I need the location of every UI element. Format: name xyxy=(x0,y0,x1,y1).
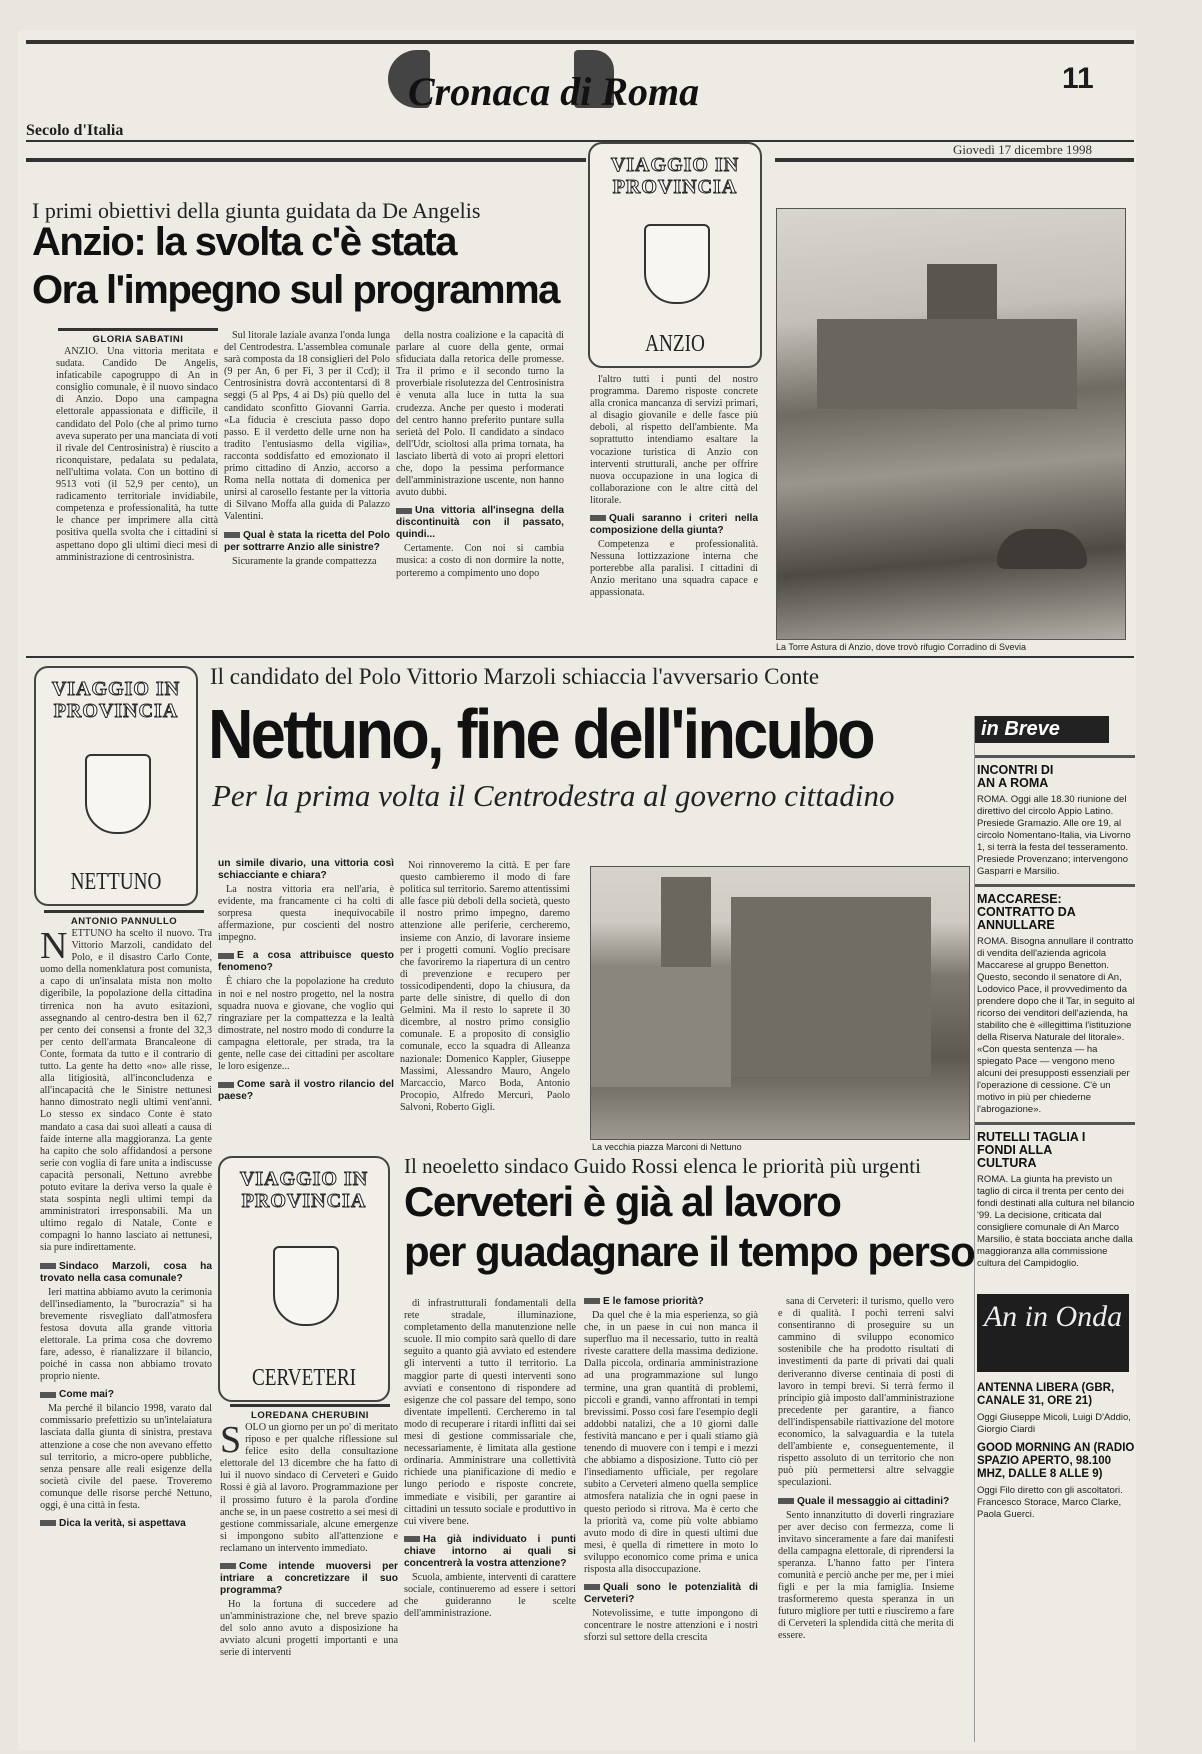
anzio-question-1: Qual è stata la ricetta del Polo per sottrarre Anzio alle sinistre? xyxy=(224,529,390,553)
cerveteri-question-1: Come intende muoversi per intriare a concretizzare il suo programma? xyxy=(220,1561,398,1597)
anzio-badge xyxy=(588,142,762,368)
anzio-photo xyxy=(776,208,1126,640)
cerveteri-kicker: Il neoeletto sindaco Guido Rossi elenca le priorità più urgenti xyxy=(404,1154,921,1178)
cerveteri-crest-icon xyxy=(273,1246,339,1326)
cerveteri-col-4-text: sana di Cerveteri: il turismo, quello vero e di qualità. I pochi terreni salvi consentiranno di proseguire su un cammino di sviluppo economico sostenibile che ha prodotto risultati di investimenti da parte di privati dai quali deriveranno diverse centinaia di posti di lavoro in tempi brevi. Si terrà fermo il principio già imposto dall'amministrazione precedente per garantire, a fianco dell'indispensabile riattivazione del motore economico, la salvaguardia e la tutela dell'ambiente e, conseguentemente, il rispetto assoluto di un territorio che non può più permettersi altre selvaggie speculazioni. xyxy=(778,1296,954,1489)
section-divider-1 xyxy=(26,656,1134,658)
radio-item-2-text: Oggi Filo diretto con gli ascoltatori. Francesco Storace, Marco Clarke, Paola Guerci. xyxy=(977,1485,1123,1520)
cerveteri-col-1-text: OLO un giorno per un po' di meritato riposo e per qualche riflessione sul felice esito della consultazione elettorale del 13 dicembre che ha fatto di lui il nuovo sindaco di Cerveteri e Guido Rossi è già al lavoro. Programmazione per il prossimo futuro è la parola d'ordine anche se, in un paese costretto a sei mesi di gestione commissariale, alcune emergenze si impongono subito all'attenzione e reclamano un intervento immediato. xyxy=(220,1422,398,1554)
section-title-text: Cronaca di Roma xyxy=(408,69,700,114)
masthead-top-rule xyxy=(26,40,1134,44)
badge-label: VIAGGIO IN PROVINCIA xyxy=(610,154,740,198)
nettuno-photo xyxy=(590,866,970,1140)
an-in-onda-logo: An in Onda xyxy=(977,1294,1129,1372)
inbreve-item-3 xyxy=(977,1131,1135,1270)
inbreve-item-2 xyxy=(977,893,1135,1116)
anzio-headline-1: Anzio: la svolta c'è stata xyxy=(32,220,456,264)
anzio-col-4-text: l'altro tutti i punti del nostro programma. Daremo risposte concrete alla cronica mancanza di servizi primari, al disagio giovanile e delle fasce più deboli, al rispetto dell'ambiente. Ma soprattutto intendiamo esaltare la vocazione turistica di Anzio con interventi strutturali, anche per offrire nuova occupazione in una logica di collaborazione con le altre città del litorale. xyxy=(590,374,758,506)
anzio-badge-town: ANZIO xyxy=(645,331,705,357)
anzio-question-3: Quali saranno i criteri nella composizione della giunta? xyxy=(590,513,758,537)
nettuno-col-2 xyxy=(218,858,394,1148)
anzio-col-1-text: ANZIO. Una vittoria meritata e sudata. Candido De Angelis, infaticabile capogruppo di An in consiglio comunale, è il nuovo sindaco di Anzio. Dopo una campagna elettorale appassionata e difficile, il candidato del Polo (che al primo turno aveva superato per una manciata di voti il rivale del Centrosinistra) è riuscito a riconquistare, pedalata su pedalata, nell'ultima volata. Con un bottino di 9513 voti (il 52,9 per cento), un radicamento territoriale invidiabile, competenza e professionalità, ha tutte le chance per imprimere alla città positiva quella svolta che i cittadini si aspettano dopo gli ultimi dieci mesi di amministrazione di centrosinistra. xyxy=(56,346,218,563)
nettuno-headline: Nettuno, fine dell'incubo xyxy=(208,695,873,773)
radio-item-2 xyxy=(977,1442,1135,1521)
radio-item-2-heading: GOOD MORNING AN (RADIO SPAZIO APERTO, 98.100 MHZ, DALLE 8 ALLE 9) xyxy=(977,1442,1135,1480)
nettuno-question-1: Sindaco Marzoli, cosa ha trovato nella casa comunale? xyxy=(40,1260,212,1284)
nettuno-col-1 xyxy=(40,928,212,1738)
nettuno-deck: Per la prima volta il Centrodestra al governo cittadino xyxy=(212,778,895,813)
anzio-col-2-text: Sul litorale laziale avanza l'onda lunga del Centrodestra. L'assemblea comunale sarà composta da 18 consiglieri del Polo (9 per An, 6 per Fi, 3 per il Ccd); il Centrosinistra dovrà accontentarsi di 8 seggi (5 al Pps, 4 ai Ds) più quello del candidato sconfitto Giovanni Garria. «La fiducia è cresciuta passo dopo passo. E il verdetto delle urne non ha tradito l'entusiasmo della vigilia», racconta soddisfatto ed emozionato il primo cittadino di Anzio, accorso a Roma nella nottata di domenica per unirsi al carosello festante per la vittoria di Silvano Moffa alla guida di Palazzo Valentini. xyxy=(224,330,390,523)
anzio-col-3 xyxy=(396,330,564,654)
nettuno-question-5: Come sarà il vostro rilancio del paese? xyxy=(218,1079,394,1103)
cerveteri-answer-2: Scuola, ambiente, interventi di carattere sociale, continueremo ad essere i settori che guideranno le scelte dell'amministrazione. xyxy=(404,1571,576,1620)
cerveteri-headline-1: Cerveteri è già al lavoro xyxy=(404,1178,841,1225)
anzio-col-3-text: della nostra coalizione e la capacità di parlare al cuore della gente, ormai sfiduciata dalla retorica delle promesse. Tra il primo e il secondo turno la proverbiale risolutezza del Centrosinistra è venuta alla luce in tutta la sua crudezza. Anche per questo i moderati del centro hanno preferito puntare sulla serietà del Polo. Il candidato a sindaco dell'Udr, scioltosi alla prima tornata, ha lasciato libertà di voto ai propri elettori che, dopo la pessima performance dell'amministrazione uscente, non hanno avuto dubbi. xyxy=(396,330,564,499)
anzio-col-1 xyxy=(56,346,218,652)
inbreve-item-3-text: ROMA. La giunta ha previsto un taglio di circa il trenta per cento dei fondi destinati alla cultura nel bilancio '99. La decisione, criticata dal consigliere comunale di An Marco Marsilio, è stata bocciata anche dalla maggioranza alla commissione cultura del Campidoglio. xyxy=(977,1174,1135,1269)
inbreve-rule xyxy=(975,884,1135,887)
cerveteri-col-4 xyxy=(778,1296,954,1738)
cerveteri-col-3 xyxy=(584,1296,758,1738)
nettuno-answer-1: Ieri mattina abbiamo avuto la cerimonia dell'insediamento, la "burocrazia" si ha brevemente risvegliato dall'atmosfera festosa dovuta alla grande vittoria elettorale. La prima cosa che dovremo fare, adesso, è rianalizzare il bilancio, poiché in cassa non abbiamo trovato proprio niente. xyxy=(40,1286,212,1383)
cerveteri-byline: LOREDANA CHERUBINI xyxy=(230,1404,390,1421)
radio-item-1-heading: ANTENNA LIBERA (GBR, CANALE 31, ORE 21) xyxy=(977,1382,1115,1407)
cerveteri-question-5: Quale il messaggio ai cittadini? xyxy=(778,1496,954,1508)
nettuno-kicker: Il candidato del Polo Vittorio Marzoli schiaccia l'avversario Conte xyxy=(210,664,820,689)
nettuno-col-3-text: Noi rinnoveremo la città. E per fare questo cambieremo il modo di fare politica sul territorio. Saremo attentissimi alle fasce più deboli della società, questo il nostro primo impegno, daremo attenzione alle periferie, cercheremo, insieme con Anzio, di lavorare insieme per i progetti comuni. Voglio precisare che favoriremo la riapertura di un centro di prevenzione e recupero per tossicodipendenti, dopo la chiusura, da parte delle sinistre, di quello di don Gelmini. Ma il resto lo saprete il 30 dicembre, al nostro primo consiglio comunale. E a proposito di consiglio comunale, ecco la squadra di Alleanza nazionale: Domenico Kappler, Giuseppe Massimi, Alessandro Mauro, Angelo Marcaccio, Marco Boda, Antonio Procopio, Alfredo Mercuri, Paolo Salvoni, Roberto Gigli. xyxy=(400,860,570,1113)
cerveteri-dropcap: S xyxy=(220,1422,242,1461)
anzio-answer-2: Certamente. Con noi si cambia musica: a costo di non dormire la notte, porteremo a compimento uno dopo xyxy=(396,543,564,579)
anzio-kicker: I primi obiettivi della giunta guidata da De Angelis xyxy=(32,198,481,223)
anzio-headline-2: Ora l'impegno sul programma xyxy=(32,268,559,312)
nettuno-badge-town: NETTUNO xyxy=(70,869,162,895)
inbreve-rule xyxy=(975,1122,1135,1125)
anzio-col-4 xyxy=(590,374,758,654)
nettuno-col-2-text: La nostra vittoria era nell'aria, è evidente, ma francamente ci ha colti di sorpresa questa inequivocabile affermazione, pur coscienti del nostro impegno. xyxy=(218,884,394,944)
anzio-photo-caption: La Torre Astura di Anzio, dove trovò rifugio Corradino di Svevia xyxy=(776,642,1026,652)
nettuno-col-1-text: ETTUNO ha scelto il nuovo. Tra Vittorio Marzoli, candidato del Polo, e il disastro Carlo Conte, uomo della nomenklatura post comunista, a capo di un'insalata mista non molto digeribile, la popolazione della cittadina tirrenica non ha avuto esitazioni, assegnando al centro-destra ben il 62,7 per cento dei consensi a fronte del 32,3 per cento dell'armata Brancaleone di Conte, formata da tutto e il contrario di tutto. La gente ha detto «no» alle risse, alla litigiosità, all'inconcludenza e all'incapacità che le Sinistre nettunesi hanno dimostrato negli ultimi vent'anni. Lo stesso ex sindaco Conte è stato mandato a casa dai suoi alleati a causa di faide interne alla maggioranza. La gente ha capito che solo affidandosi a persone serie con voglia di fare unita a indiscusse capacità personali, Nettuno avrebbe potuto evitare la deriva verso la quale è stata sospinta negli ultimi tempi da amministratori irresponsabili. Ma un ultimo regalo di Natale, Conte e compagni lo hanno lasciato ai nettunesi, sia pure indirettamente. xyxy=(40,928,212,1254)
inbreve-item-1 xyxy=(977,764,1135,878)
inbreve-title: in Breve xyxy=(975,716,1109,743)
inbreve-item-2-text: ROMA. Bisogna annullare il contratto di vendita dell'azienda agricola Maccarese al gruppo Benetton. Questo, secondo il senatore di An, Lodovico Pace, il provvedimento da prendere dopo che il Tar, in seguito al ricorso dei venditori dell'azienda, ha stabilito che è «illegittima l'istituzione della Riserva Naturale del litorale». «Con questa sentenza — ha spiegato Pace — vengono meno alcuni dei presupposti essenziali per l'operazione di cessione. C'è un motivo in più per chiederne l'abrogazione». xyxy=(977,936,1135,1115)
nettuno-photo-caption: La vecchia piazza Marconi di Nettuno xyxy=(592,1142,742,1152)
nettuno-answer-4: È chiaro che la popolazione ha creduto in noi e nel nostro progetto, nel la nostra squadra nuova e giovane, che voglio qui ringraziare per la compattezza e la lealtà dimostrate, nel nostro modo di condurre la campagna elettorale, per strada, tra la gente, nelle case dei cittadini per ascoltare le loro esigenze... xyxy=(218,976,394,1073)
cerveteri-answer-4: Notevolissime, e tutte impongono di concentrare le nostre attenzioni e i nostri sforzi sul settore della crescita xyxy=(584,1608,758,1644)
anzio-col-2 xyxy=(224,330,390,654)
cerveteri-headline-2: per guadagnare il tempo perso xyxy=(404,1228,975,1275)
cerveteri-col-1 xyxy=(220,1422,398,1738)
inbreve-item-1-text: ROMA. Oggi alle 18.30 riunione del direttivo del circolo Appio Latino. Presiede Gramazio. Alle ore 19, al circolo Nomentano-Italia, via Livorno 1, si terrà la festa del tesseramento. Presiede Provenzano; intervengono Gasparri e Marsilio. xyxy=(977,794,1131,877)
masthead-bottom-rule xyxy=(26,158,586,162)
anzio-byline: GLORIA SABATINI xyxy=(58,328,218,345)
issue-date: Giovedì 17 dicembre 1998 xyxy=(953,142,1092,157)
radio-item-1 xyxy=(977,1382,1135,1436)
anzio-answer-1: Sicuramente la grande compattezza xyxy=(232,555,377,567)
cerveteri-answer-1: Ho la fortuna di succedere ad un'amministrazione che, nel breve spazio del solo anno avuto a disposizione ha avviato alcuni progetti importanti e una serie di interventi xyxy=(220,1599,398,1659)
cerveteri-col-2-text: di infrastrutturali fondamentali della rete stradale, illuminazione, completamento della manutenzione nelle scuole. Il mio compito sarà quello di dare seguito a quanto già avviato ed estendere gli interventi a tutto il territorio. La maggior parte di questi interventi sono avviati e consentono di rispondere ad esigenze che col passare del tempo, sono diventate impellenti. Cercheremo in tal modo di recuperare i ritardi inflitti dai sei mesi di gestione commissariale che, necessariamente, è limitata alla gestione ordinaria. Amministrare una collettività richiede una pianificazione di medio e lungo periodo e risposte concrete, immediate e visibili, per garantire ai cittadini un tessuto sociale e produttivo in cui vivere bene. xyxy=(404,1298,576,1527)
cerveteri-answer-5: Sento innanzitutto di doverli ringraziare per aver deciso con fermezza, come li invitavo sinceramente a fare dai manifesti della campagna elettorale, di riprendersi la speranza. L'hanno fatto per l'intera comunità e perciò anche per me, per i miei figli e per la mia famiglia. Insieme trasformeremo questa speranza in un futuro migliore per tutti e riusciremo a fare di Cerveteri la splendida città che merita di essere. xyxy=(778,1509,954,1642)
anzio-crest-icon xyxy=(644,224,710,304)
cerveteri-question-4: Quali sono le potenzialità di Cerveteri? xyxy=(584,1582,758,1606)
inbreve-item-1-heading: INCONTRI DI AN A ROMA xyxy=(977,763,1054,790)
badge-label: VIAGGIO IN PROVINCIA xyxy=(51,678,181,722)
nettuno-answer-2: Ma perché il bilancio 1998, varato dal commissario prefettizio su un'intelaiatura lasciata dalla giunta di sinistra, prestava attenzione a cose che non avevano effetto sul territorio, a micro-opere pubbliche, senza pensare alle reali esigenze della società civile del paese. Troveremo comunque delle risorse perché Nettuno, oggi, è una città in festa. xyxy=(40,1403,212,1512)
cerveteri-badge-town: CERVETERI xyxy=(251,1365,357,1391)
masthead-bottom-rule-right xyxy=(775,158,1134,162)
page-number: 11 xyxy=(1062,62,1094,95)
section-title xyxy=(388,46,788,126)
nettuno-crest-icon xyxy=(85,754,151,834)
inbreve-item-3-heading: RUTELLI TAGLIA I FONDI ALLA CULTURA xyxy=(977,1130,1086,1170)
nettuno-question-2: Come mai? xyxy=(40,1389,212,1401)
cerveteri-col-3-text: Da quel che è la mia esperienza, so già che, in un paese in cui non manca il superfluo ma il necessario, tutto in realtà riveste carattere della massima dedizione. Dalla piccola, ordinaria amministrazione ad una programmazione sul lungo termine, una gran quantità di problemi, piccoli e grandi, vanno affrontati in tempi brevissimi. Posso così fare l'esempio degli addobbi natalizi, che a 10 giorni dalle festività mancano e per i quali stiamo già tenendo di muovere con i tempi e i mezzi che abbiamo a disposizione. Tutto ciò per l'insediamento ufficiale, per regolare subito a Cerveteri almeno quella semplice atmosfera natalizia che in ogni paese in questo periodo si ritrova. Ma è certo che la priorità va, come più volte abbiamo avuto modo di dire in questi ultimi due mesi, è quella di rimettere in moto lo sviluppo economico come prima e unica risposta alla disoccupazione. xyxy=(584,1310,758,1575)
cerveteri-question-3: E le famose priorità? xyxy=(584,1296,758,1308)
radio-item-1-text: Oggi Giuseppe Micoli, Luigi D'Addio, Giorgio Ciardi xyxy=(977,1412,1131,1435)
nettuno-question-4: E a cosa attribuisce questo fenomeno? xyxy=(218,950,394,974)
inbreve-sidebar xyxy=(974,716,1135,1742)
anzio-answer-3: Competenza e professionalità. Nessuna lottizzazione interna che porterebbe alla paralisi. I cittadini di Anzio meritano una squadra capace e appassionata. xyxy=(590,539,758,599)
nettuno-byline: ANTONIO PANNULLO xyxy=(44,910,204,927)
inbreve-rule xyxy=(975,755,1135,758)
badge-label: VIAGGIO IN PROVINCIA xyxy=(239,1168,369,1212)
newspaper-page xyxy=(18,30,1136,1750)
cerveteri-question-2: Ha già individuato i punti chiave intorno ai quali si concentrerà la vostra attenzione? xyxy=(404,1533,576,1569)
newspaper-name: Secolo d'Italia xyxy=(26,122,124,139)
cerveteri-badge xyxy=(218,1156,390,1402)
nettuno-question-3: Dica la verità, si aspettava xyxy=(40,1518,212,1530)
nettuno-question-cont: un simile divario, una vittoria così schiacciante e chiara? xyxy=(218,858,394,881)
nettuno-col-3 xyxy=(400,860,570,1150)
anzio-question-2: Una vittoria all'insegna della discontinuità con il passato, quindi... xyxy=(396,505,564,541)
cerveteri-col-2 xyxy=(404,1298,576,1738)
inbreve-item-2-heading: MACCARESE: CONTRATTO DA ANNULLARE xyxy=(977,892,1076,932)
nettuno-dropcap: N xyxy=(40,928,68,967)
nettuno-badge xyxy=(34,666,198,906)
